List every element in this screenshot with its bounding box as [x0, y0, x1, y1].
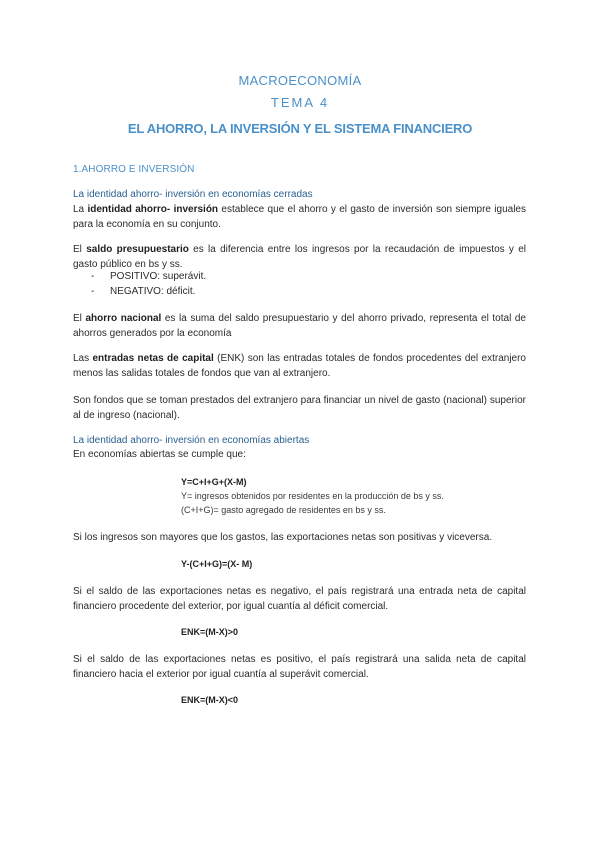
formula-definition: (C+I+G)= gasto agregado de residentes en bs y ss.	[181, 505, 386, 515]
budget-list	[73, 269, 206, 299]
paragraph-capital-inflows: Las entradas netas de capital (ENK) son las entradas totales de fondos procedentes del extranjero menos las salidas totales de fondos que van al extranjero.	[73, 353, 526, 379]
paragraph-identity: La identidad ahorro- inversión establece que el ahorro y el gasto de inversión son siempre iguales para la economía en su conjunto.	[73, 204, 526, 230]
paragraph-budget: El saldo presupuestario es la diferencia entre los ingresos por la recaudación de impuestos y el gasto público en bs y ss.	[73, 244, 527, 270]
subsection-heading-open: La identidad ahorro- inversión en economías abiertas	[73, 435, 310, 446]
course-title: MACROECONOMÍA	[238, 73, 362, 88]
list-item: - POSITIVO: superávit.	[73, 269, 206, 284]
subsection-heading-closed: La identidad ahorro- inversión en economías cerradas	[73, 189, 313, 200]
list-item: - NEGATIVO: déficit.	[73, 284, 206, 299]
paragraph-negative-balance: Si el saldo de las exportaciones netas es negativo, el país registrará una entrada neta de capital financiero procedente del exterior, por igual cuantía al déficit comercial.	[73, 586, 526, 612]
paragraph-positive-balance: Si el saldo de las exportaciones netas es positivo, el país registrará una salida neta de capital financiero hacia el exterior por igual cuantía al superávit comercial.	[73, 654, 526, 680]
paragraph-open-intro: En economías abiertas se cumple que:	[73, 449, 246, 460]
formula-definition: Y= ingresos obtenidos por residentes en la producción de bs y ss.	[181, 491, 444, 501]
formula-income-identity: Y=C+I+G+(X-M)	[181, 477, 247, 487]
paragraph-foreign-funds: Son fondos que se toman prestados del extranjero para financiar un nivel de gasto (nacional) superior al de ingreso (nacional).	[73, 395, 526, 421]
formula-enk-negative: ENK=(M-X)<0	[181, 695, 239, 705]
paragraph-net-exports: Si los ingresos son mayores que los gastos, las exportaciones netas son positivas y viceversa.	[73, 532, 493, 543]
formula-net-exports: Y-(C+I+G)=(X- M)	[181, 559, 253, 569]
tema-title: TEMA 4	[270, 95, 330, 110]
section-heading: 1.AHORRO E INVERSIÓN	[73, 164, 195, 175]
chapter-title: EL AHORRO, LA INVERSIÓN Y EL SISTEMA FINANCIERO	[127, 121, 473, 136]
formula-enk-positive: ENK=(M-X)>0	[181, 627, 239, 637]
paragraph-national-saving: El ahorro nacional es la suma del saldo presupuestario y del ahorro privado, representa el total de ahorros generados por la economía	[73, 313, 526, 339]
